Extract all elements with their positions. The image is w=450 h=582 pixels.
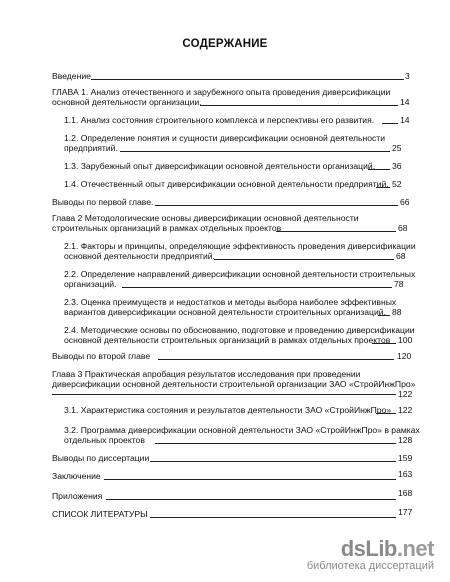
toc-entry-2-2-cont: организаций. xyxy=(64,279,117,289)
toc-page-number: 36 xyxy=(392,161,402,171)
toc-entry-2-1[interactable]: 2.1. Факторы и принципы, определяющие эффективность проведения диверсификации xyxy=(64,241,416,251)
toc-page-number: 88 xyxy=(392,307,402,317)
watermark-subtitle: библиотека диссертаций xyxy=(306,560,434,572)
toc-page-number: 128 xyxy=(398,435,413,445)
toc-entry-1-2-cont: предприятий. xyxy=(64,143,118,153)
toc-page-number: 122 xyxy=(398,405,413,415)
toc-entry-2-4-cont: основной деятельности строительных организаций в рамках отдельных проектов xyxy=(64,335,391,345)
leader-line xyxy=(276,231,396,232)
toc-entry-introduction[interactable]: Введение xyxy=(52,71,91,81)
toc-page-number: 122 xyxy=(398,389,413,399)
leader-line xyxy=(52,394,396,395)
leader-line xyxy=(214,259,394,260)
leader-line xyxy=(91,79,404,80)
leader-line xyxy=(382,123,398,124)
leader-line xyxy=(155,205,398,206)
toc-entry-chapter-3[interactable]: Глава 3 Практическая апробация результатов исследования при проведении xyxy=(52,369,361,379)
toc-entry-2-2[interactable]: 2.2. Определение направлений диверсификации основной деятельности строительных xyxy=(64,269,416,279)
toc-page-number: 66 xyxy=(400,197,410,207)
toc-page-number: 78 xyxy=(394,279,404,289)
toc-entry-conclusions-ch1[interactable]: Выводы по первой главе. xyxy=(52,197,154,207)
toc-entry-conclusion[interactable]: Заключение xyxy=(52,471,101,481)
toc-entry-1-2[interactable]: 1.2. Определение понятия и сущности диверсификации основной деятельности xyxy=(64,133,386,143)
toc-page-number: 52 xyxy=(392,179,402,189)
leader-line xyxy=(106,499,396,500)
toc-entry-conclusions-dissertation[interactable]: Выводы по диссертации xyxy=(52,453,150,463)
toc-page-number: 68 xyxy=(396,251,406,261)
toc-page-number: 100 xyxy=(398,335,413,345)
toc-page-number: 177 xyxy=(398,507,413,517)
toc-entry-2-4[interactable]: 2.4. Методические основы по обоснованию, подготовке и проведению диверсификации xyxy=(64,325,415,335)
leader-line xyxy=(150,517,396,518)
toc-page-number: 68 xyxy=(398,223,408,233)
leader-line xyxy=(376,187,390,188)
toc-page-number: 159 xyxy=(398,453,413,463)
toc-entry-2-3-cont: вариантов диверсификации основной деятельности строительных организаций. xyxy=(64,307,386,317)
toc-page-number: 163 xyxy=(398,469,413,479)
toc-page-number: 14 xyxy=(400,97,410,107)
toc-page-number: 168 xyxy=(398,488,413,498)
toc-entry-3-1[interactable]: 3.1. Характеристика состояния и результатов деятельности ЗАО «СтройИнжПро» xyxy=(64,405,392,415)
toc-entry-references[interactable]: СПИСОК ЛИТЕРАТУРЫ xyxy=(52,509,148,519)
toc-entry-chapter-1-cont: основной деятельности организации. xyxy=(52,97,202,107)
leader-line xyxy=(378,315,390,316)
toc-entry-appendices[interactable]: Приложения xyxy=(52,491,103,501)
toc-entry-1-4[interactable]: 1.4. Отечественный опыт диверсификации основной деятельности предприятий. xyxy=(64,179,389,189)
leader-line xyxy=(376,413,396,414)
leader-line xyxy=(122,287,392,288)
toc-entry-chapter-2-cont: строительных организаций в рамках отдельных проектов xyxy=(52,223,282,233)
watermark xyxy=(307,536,434,572)
leader-line xyxy=(150,461,396,462)
leader-line xyxy=(368,169,390,170)
toc-entry-1-3[interactable]: 1.3. Зарубежный опыт диверсификации основной деятельности организаций. xyxy=(64,161,376,171)
toc-entry-chapter-2[interactable]: Глава 2 Методологические основы диверсификации основной деятельности xyxy=(52,213,359,223)
toc-entry-conclusions-ch2[interactable]: Выводы по второй главе xyxy=(52,351,151,361)
page-title: СОДЕРЖАНИЕ xyxy=(182,38,268,50)
toc-entry-1-1[interactable]: 1.1. Анализ состояния строительного комплекса и перспективы его развития. xyxy=(64,115,375,125)
toc-page-number: 14 xyxy=(400,115,410,125)
toc-entry-2-3[interactable]: 2.3. Оценка преимуществ и недостатков и методы выбора наиболее эффективных xyxy=(64,297,397,307)
toc-page-number: 120 xyxy=(397,351,412,361)
toc-entry-chapter-3-cont: диверсификации основной деятельности строительной организации ЗАО «СтройИнжПро» xyxy=(52,379,416,389)
leader-line xyxy=(104,479,396,480)
leader-line xyxy=(155,443,396,444)
leader-line xyxy=(372,343,396,344)
toc-entry-3-2[interactable]: 3.2. Программа диверсификации основной деятельности ЗАО «СтройИнжПро» в рамках xyxy=(64,425,420,435)
leader-line xyxy=(158,359,394,360)
watermark-logo: dsLib.net xyxy=(340,536,434,561)
toc-page-number: 3 xyxy=(405,71,410,81)
leader-line xyxy=(120,151,390,152)
toc-entry-2-1-cont: основной деятельности предприятий. xyxy=(64,251,215,261)
leader-line xyxy=(200,105,398,106)
toc-entry-3-2-cont: отдельных проектов xyxy=(64,435,145,445)
toc-entry-chapter-1[interactable]: ГЛАВА 1. Анализ отечественного и зарубежного опыта проведения диверсификации xyxy=(52,87,391,97)
toc-page-number: 25 xyxy=(392,143,402,153)
